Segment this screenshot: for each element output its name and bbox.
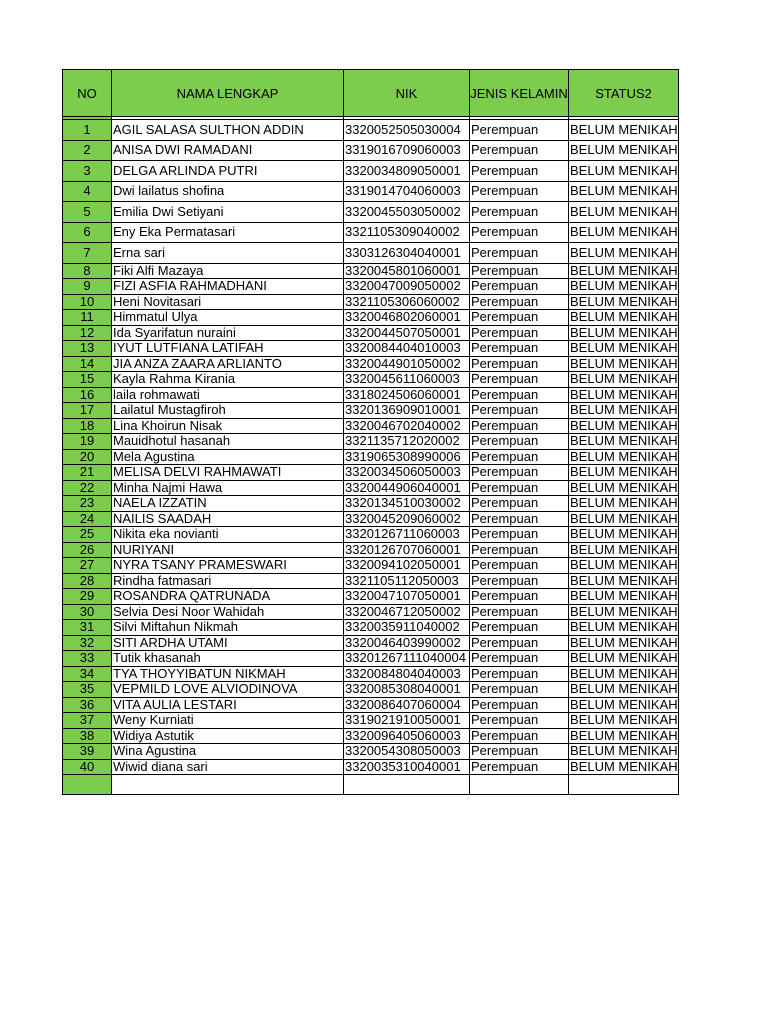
cell-nik: 3320085308040001	[344, 682, 470, 698]
cell-status: BELUM MENIKAH	[569, 202, 679, 223]
cell-nik: 3319014704060003	[344, 181, 470, 202]
cell-nik: 3320035310040001	[344, 759, 470, 775]
cell-nama: NURIYANI	[112, 542, 344, 558]
cell-status: BELUM MENIKAH	[570, 666, 678, 681]
cell-jenis-kelamin: Perempuan	[470, 418, 569, 434]
cell-nama: Kayla Rahma Kirania	[112, 372, 344, 388]
cell-jenis-kelamin: Perempuan	[470, 651, 569, 667]
cell-status: BELUM MENIKAH	[570, 464, 678, 480]
cell-no: 5	[63, 202, 112, 223]
table-row	[63, 759, 679, 775]
cell-nik: 3320136909010001	[344, 403, 470, 419]
table-row	[63, 682, 679, 698]
cell-nama: Weny Kurniati	[112, 713, 344, 729]
cell-no: 19	[63, 434, 112, 450]
cell-no: 6	[63, 222, 112, 243]
table-row	[63, 202, 679, 223]
cell-status: BELUM MENIKAH	[569, 120, 679, 141]
cell-no: 9	[63, 279, 112, 295]
cell-nama: Erna sari	[112, 243, 344, 264]
table-row	[63, 325, 679, 341]
cell-nik: 3320084404010003	[344, 341, 470, 357]
cell-jenis-kelamin: Perempuan	[470, 294, 569, 310]
cell-nama: Nikita eka novianti	[112, 527, 344, 543]
cell-status: BELUM MENIKAH	[570, 449, 678, 464]
table-row	[63, 418, 679, 434]
cell-jenis-kelamin: Perempuan	[470, 511, 569, 527]
cell-status: BELUM MENIKAH	[570, 356, 678, 371]
cell-nik: 3320044906040001	[344, 480, 470, 496]
cell-nik: 33201267111040004	[344, 651, 470, 667]
cell-jenis-kelamin: Perempuan	[470, 682, 569, 698]
cell-no: 4	[63, 181, 112, 202]
cell-nik: 3320134510030002	[344, 496, 470, 512]
header-nik: NIK	[344, 70, 470, 117]
table-row	[63, 387, 679, 403]
table-row	[63, 604, 679, 620]
table-row	[63, 527, 679, 543]
cell-jenis-kelamin: Perempuan	[470, 465, 569, 481]
cell-no: 20	[63, 449, 112, 465]
cell-nama: Fiki Alfi Mazaya	[112, 263, 344, 279]
cell-no: 29	[63, 589, 112, 605]
cell-no: 17	[63, 403, 112, 419]
cell-nama: Wiwid diana sari	[112, 759, 344, 775]
table-row	[63, 449, 679, 465]
header-jenis-kelamin: JENIS KELAMIN	[470, 70, 569, 117]
cell-jenis-kelamin: Perempuan	[470, 279, 569, 295]
cell-nik: 3320044901050002	[344, 356, 470, 372]
cell-no: 27	[63, 558, 112, 574]
cell-nama: Silvi Miftahun Nikmah	[112, 620, 344, 636]
cell-no: 38	[63, 728, 112, 744]
cell-no: 15	[63, 372, 112, 388]
cell-jenis-kelamin: Perempuan	[470, 403, 569, 419]
cell-status: BELUM MENIKAH	[569, 161, 679, 182]
cell-status: BELUM MENIKAH	[569, 181, 679, 202]
cell-nama: Ida Syarifatun nuraini	[112, 325, 344, 341]
table-row	[63, 181, 679, 202]
cell-nik: 3320046802060001	[344, 310, 470, 326]
table-body	[63, 117, 679, 795]
cell-jenis-kelamin: Perempuan	[470, 387, 569, 403]
cell-nama: Minha Najmi Hawa	[112, 480, 344, 496]
empty-row	[63, 775, 679, 795]
cell-no: 37	[63, 713, 112, 729]
cell-jenis-kelamin: Perempuan	[470, 140, 569, 161]
cell-nik: 3321105306060002	[344, 294, 470, 310]
cell-status: BELUM MENIKAH	[570, 573, 678, 588]
cell-jenis-kelamin: Perempuan	[470, 480, 569, 496]
cell-nama: Wina Agustina	[112, 744, 344, 760]
table-row	[63, 573, 679, 589]
table-row	[63, 279, 679, 295]
cell-nik: 3303126304040001	[344, 243, 470, 264]
table-row	[63, 744, 679, 760]
cell-status: BELUM MENIKAH	[570, 387, 678, 402]
cell-nik: 3320094102050001	[344, 558, 470, 574]
header-no: NO	[63, 70, 112, 117]
cell-status: BELUM MENIKAH	[570, 340, 678, 356]
cell-no: 12	[63, 325, 112, 341]
cell-status: BELUM MENIKAH	[570, 743, 678, 759]
cell-no: 8	[63, 263, 112, 279]
cell-nama: Emilia Dwi Setiyani	[112, 202, 344, 223]
cell-no: 25	[63, 527, 112, 543]
cell-nik: 3320045611060003	[344, 372, 470, 388]
cell-nik: 3320035911040002	[344, 620, 470, 636]
cell-nik: 3320047107050001	[344, 589, 470, 605]
cell-status: BELUM MENIKAH	[570, 480, 678, 495]
cell-nik: 3321105112050003	[344, 573, 470, 589]
cell-status: BELUM MENIKAH	[570, 278, 678, 294]
cell-jenis-kelamin: Perempuan	[470, 666, 569, 682]
cell-jenis-kelamin: Perempuan	[470, 573, 569, 589]
cell-status: BELUM MENIKAH	[570, 433, 678, 449]
cell-status: BELUM MENIKAH	[570, 309, 678, 325]
table-row	[63, 480, 679, 496]
cell-nama: Mauidhotul hasanah	[112, 434, 344, 450]
cell-no: 7	[63, 243, 112, 264]
table-row	[63, 728, 679, 744]
cell-status: BELUM MENIKAH	[570, 759, 678, 774]
cell-jenis-kelamin: Perempuan	[470, 449, 569, 465]
empty-cell	[63, 775, 112, 795]
table-row	[63, 403, 679, 419]
cell-status: BELUM MENIKAH	[570, 325, 678, 340]
cell-no: 14	[63, 356, 112, 372]
table-row	[63, 263, 679, 279]
table-row	[63, 310, 679, 326]
table-row	[63, 635, 679, 651]
cell-status: BELUM MENIKAH	[570, 588, 678, 604]
cell-jenis-kelamin: Perempuan	[470, 697, 569, 713]
cell-status: BELUM MENIKAH	[570, 542, 678, 557]
cell-jenis-kelamin: Perempuan	[470, 558, 569, 574]
table-row	[63, 140, 679, 161]
cell-nik: 3320054308050003	[344, 744, 470, 760]
cell-nama: MELISA DELVI RAHMAWATI	[112, 465, 344, 481]
cell-no: 36	[63, 697, 112, 713]
cell-nama: Dwi lailatus shofina	[112, 181, 344, 202]
cell-nik: 3320045503050002	[344, 202, 470, 223]
empty-cell	[569, 775, 679, 795]
cell-no: 30	[63, 604, 112, 620]
cell-nik: 3320046702040002	[344, 418, 470, 434]
cell-no: 11	[63, 310, 112, 326]
cell-nama: FIZI ASFIA RAHMADHANI	[112, 279, 344, 295]
cell-no: 16	[63, 387, 112, 403]
cell-nama: JIA ANZA ZAARA ARLIANTO	[112, 356, 344, 372]
cell-no: 35	[63, 682, 112, 698]
empty-cell	[470, 775, 569, 795]
cell-status: BELUM MENIKAH	[570, 697, 678, 712]
cell-status: BELUM MENIKAH	[570, 511, 678, 526]
cell-nama: VITA AULIA LESTARI	[112, 697, 344, 713]
cell-status: BELUM MENIKAH	[569, 140, 679, 161]
cell-jenis-kelamin: Perempuan	[470, 713, 569, 729]
cell-jenis-kelamin: Perempuan	[470, 202, 569, 223]
cell-nik: 3321135712020002	[344, 434, 470, 450]
cell-nama: AGIL SALASA SULTHON ADDIN	[112, 120, 344, 141]
cell-status: BELUM MENIKAH	[570, 604, 678, 619]
cell-nama: NAILIS SAADAH	[112, 511, 344, 527]
cell-jenis-kelamin: Perempuan	[470, 744, 569, 760]
cell-no: 21	[63, 465, 112, 481]
table-row	[63, 651, 679, 667]
cell-jenis-kelamin: Perempuan	[470, 759, 569, 775]
cell-no: 3	[63, 161, 112, 182]
cell-jenis-kelamin: Perempuan	[470, 243, 569, 264]
cell-jenis-kelamin: Perempuan	[470, 542, 569, 558]
cell-no: 39	[63, 744, 112, 760]
table-row	[63, 243, 679, 264]
cell-nik: 3319021910050001	[344, 713, 470, 729]
cell-status: BELUM MENIKAH	[570, 712, 678, 728]
cell-no: 23	[63, 496, 112, 512]
cell-jenis-kelamin: Perempuan	[470, 527, 569, 543]
cell-nama: DELGA ARLINDA PUTRI	[112, 161, 344, 182]
cell-jenis-kelamin: Perempuan	[470, 222, 569, 243]
table-row	[63, 434, 679, 450]
cell-nama: Selvia Desi Noor Wahidah	[112, 604, 344, 620]
cell-no: 10	[63, 294, 112, 310]
cell-nama: laila rohmawati	[112, 387, 344, 403]
cell-no: 34	[63, 666, 112, 682]
table-row	[63, 496, 679, 512]
cell-jenis-kelamin: Perempuan	[470, 620, 569, 636]
table-row	[63, 356, 679, 372]
header-status: STATUS2	[569, 70, 679, 117]
cell-status: BELUM MENIKAH	[570, 650, 678, 666]
cell-nik: 3320084804040003	[344, 666, 470, 682]
cell-nik: 3319016709060003	[344, 140, 470, 161]
cell-nik: 3320034809050001	[344, 161, 470, 182]
table-row	[63, 465, 679, 481]
cell-no: 18	[63, 418, 112, 434]
table-row	[63, 372, 679, 388]
table-row	[63, 341, 679, 357]
cell-status: BELUM MENIKAH	[570, 526, 678, 542]
cell-no: 2	[63, 140, 112, 161]
cell-no: 40	[63, 759, 112, 775]
cell-status: BELUM MENIKAH	[570, 495, 678, 511]
cell-nama: Widiya Astutik	[112, 728, 344, 744]
cell-jenis-kelamin: Perempuan	[470, 604, 569, 620]
cell-nama: VEPMILD LOVE ALVIODINOVA	[112, 682, 344, 698]
cell-nama: ROSANDRA QATRUNADA	[112, 589, 344, 605]
table-row	[63, 558, 679, 574]
table-row	[63, 222, 679, 243]
cell-nik: 3320046403990002	[344, 635, 470, 651]
cell-nama: NAELA IZZATIN	[112, 496, 344, 512]
cell-jenis-kelamin: Perempuan	[470, 496, 569, 512]
cell-jenis-kelamin: Perempuan	[470, 589, 569, 605]
cell-nama: Lailatul Mustagfiroh	[112, 403, 344, 419]
cell-jenis-kelamin: Perempuan	[470, 181, 569, 202]
cell-nik: 3321105309040002	[344, 222, 470, 243]
cell-nik: 3320046712050002	[344, 604, 470, 620]
cell-nama: TYA THOYYIBATUN NIKMAH	[112, 666, 344, 682]
table-row	[63, 666, 679, 682]
cell-no: 28	[63, 573, 112, 589]
table-row	[63, 542, 679, 558]
cell-status: BELUM MENIKAH	[569, 222, 679, 243]
cell-jenis-kelamin: Perempuan	[470, 372, 569, 388]
table-row	[63, 511, 679, 527]
table-row	[63, 620, 679, 636]
cell-jenis-kelamin: Perempuan	[470, 635, 569, 651]
cell-nik: 3318024506060001	[344, 387, 470, 403]
student-table	[62, 69, 679, 795]
cell-nik: 3320126707060001	[344, 542, 470, 558]
header-nama: NAMA LENGKAP	[112, 70, 344, 117]
cell-jenis-kelamin: Perempuan	[470, 356, 569, 372]
table-row	[63, 294, 679, 310]
cell-status: BELUM MENIKAH	[570, 294, 678, 309]
cell-nik: 3320034506050003	[344, 465, 470, 481]
cell-status: BELUM MENIKAH	[570, 635, 678, 650]
cell-status: BELUM MENIKAH	[570, 402, 678, 418]
table-row	[63, 161, 679, 182]
cell-nik: 3320126711060003	[344, 527, 470, 543]
cell-nama: ANISA DWI RAMADANI	[112, 140, 344, 161]
table-row	[63, 713, 679, 729]
cell-no: 31	[63, 620, 112, 636]
cell-status: BELUM MENIKAH	[570, 418, 678, 433]
cell-nama: SITI ARDHA UTAMI	[112, 635, 344, 651]
cell-no: 32	[63, 635, 112, 651]
cell-no: 13	[63, 341, 112, 357]
cell-status: BELUM MENIKAH	[569, 243, 679, 264]
cell-jenis-kelamin: Perempuan	[470, 310, 569, 326]
cell-nik: 3320052505030004	[344, 120, 470, 141]
header-row	[63, 70, 679, 117]
cell-no: 22	[63, 480, 112, 496]
cell-nama: Rindha fatmasari	[112, 573, 344, 589]
cell-nama: NYRA TSANY PRAMESWARI	[112, 558, 344, 574]
cell-nama: Eny Eka Permatasari	[112, 222, 344, 243]
cell-nik: 3319065308990006	[344, 449, 470, 465]
cell-nik: 3320047009050002	[344, 279, 470, 295]
cell-no: 24	[63, 511, 112, 527]
cell-jenis-kelamin: Perempuan	[470, 434, 569, 450]
cell-nama: Tutik khasanah	[112, 651, 344, 667]
cell-nik: 3320045209060002	[344, 511, 470, 527]
cell-nik: 3320086407060004	[344, 697, 470, 713]
cell-nama: Heni Novitasari	[112, 294, 344, 310]
cell-jenis-kelamin: Perempuan	[470, 161, 569, 182]
empty-cell	[112, 775, 344, 795]
cell-nama: Lina Khoirun Nisak	[112, 418, 344, 434]
cell-nama: Mela Agustina	[112, 449, 344, 465]
table-row	[63, 120, 679, 141]
cell-jenis-kelamin: Perempuan	[470, 728, 569, 744]
cell-nik: 3320045801060001	[344, 263, 470, 279]
table-row	[63, 697, 679, 713]
table-row	[63, 589, 679, 605]
cell-status: BELUM MENIKAH	[570, 557, 678, 573]
cell-jenis-kelamin: Perempuan	[470, 263, 569, 279]
cell-jenis-kelamin: Perempuan	[470, 325, 569, 341]
cell-nik: 3320096405060003	[344, 728, 470, 744]
cell-status: BELUM MENIKAH	[570, 371, 678, 387]
cell-status: BELUM MENIKAH	[570, 263, 678, 278]
cell-jenis-kelamin: Perempuan	[470, 120, 569, 141]
cell-status: BELUM MENIKAH	[570, 681, 678, 697]
cell-status: BELUM MENIKAH	[570, 728, 678, 743]
cell-jenis-kelamin: Perempuan	[470, 341, 569, 357]
cell-nama: IYUT LUTFIANA LATIFAH	[112, 341, 344, 357]
cell-no: 1	[63, 120, 112, 141]
cell-no: 33	[63, 651, 112, 667]
empty-cell	[344, 775, 470, 795]
cell-nik: 3320044507050001	[344, 325, 470, 341]
cell-nama: Himmatul Ulya	[112, 310, 344, 326]
cell-status: BELUM MENIKAH	[570, 619, 678, 635]
cell-no: 26	[63, 542, 112, 558]
